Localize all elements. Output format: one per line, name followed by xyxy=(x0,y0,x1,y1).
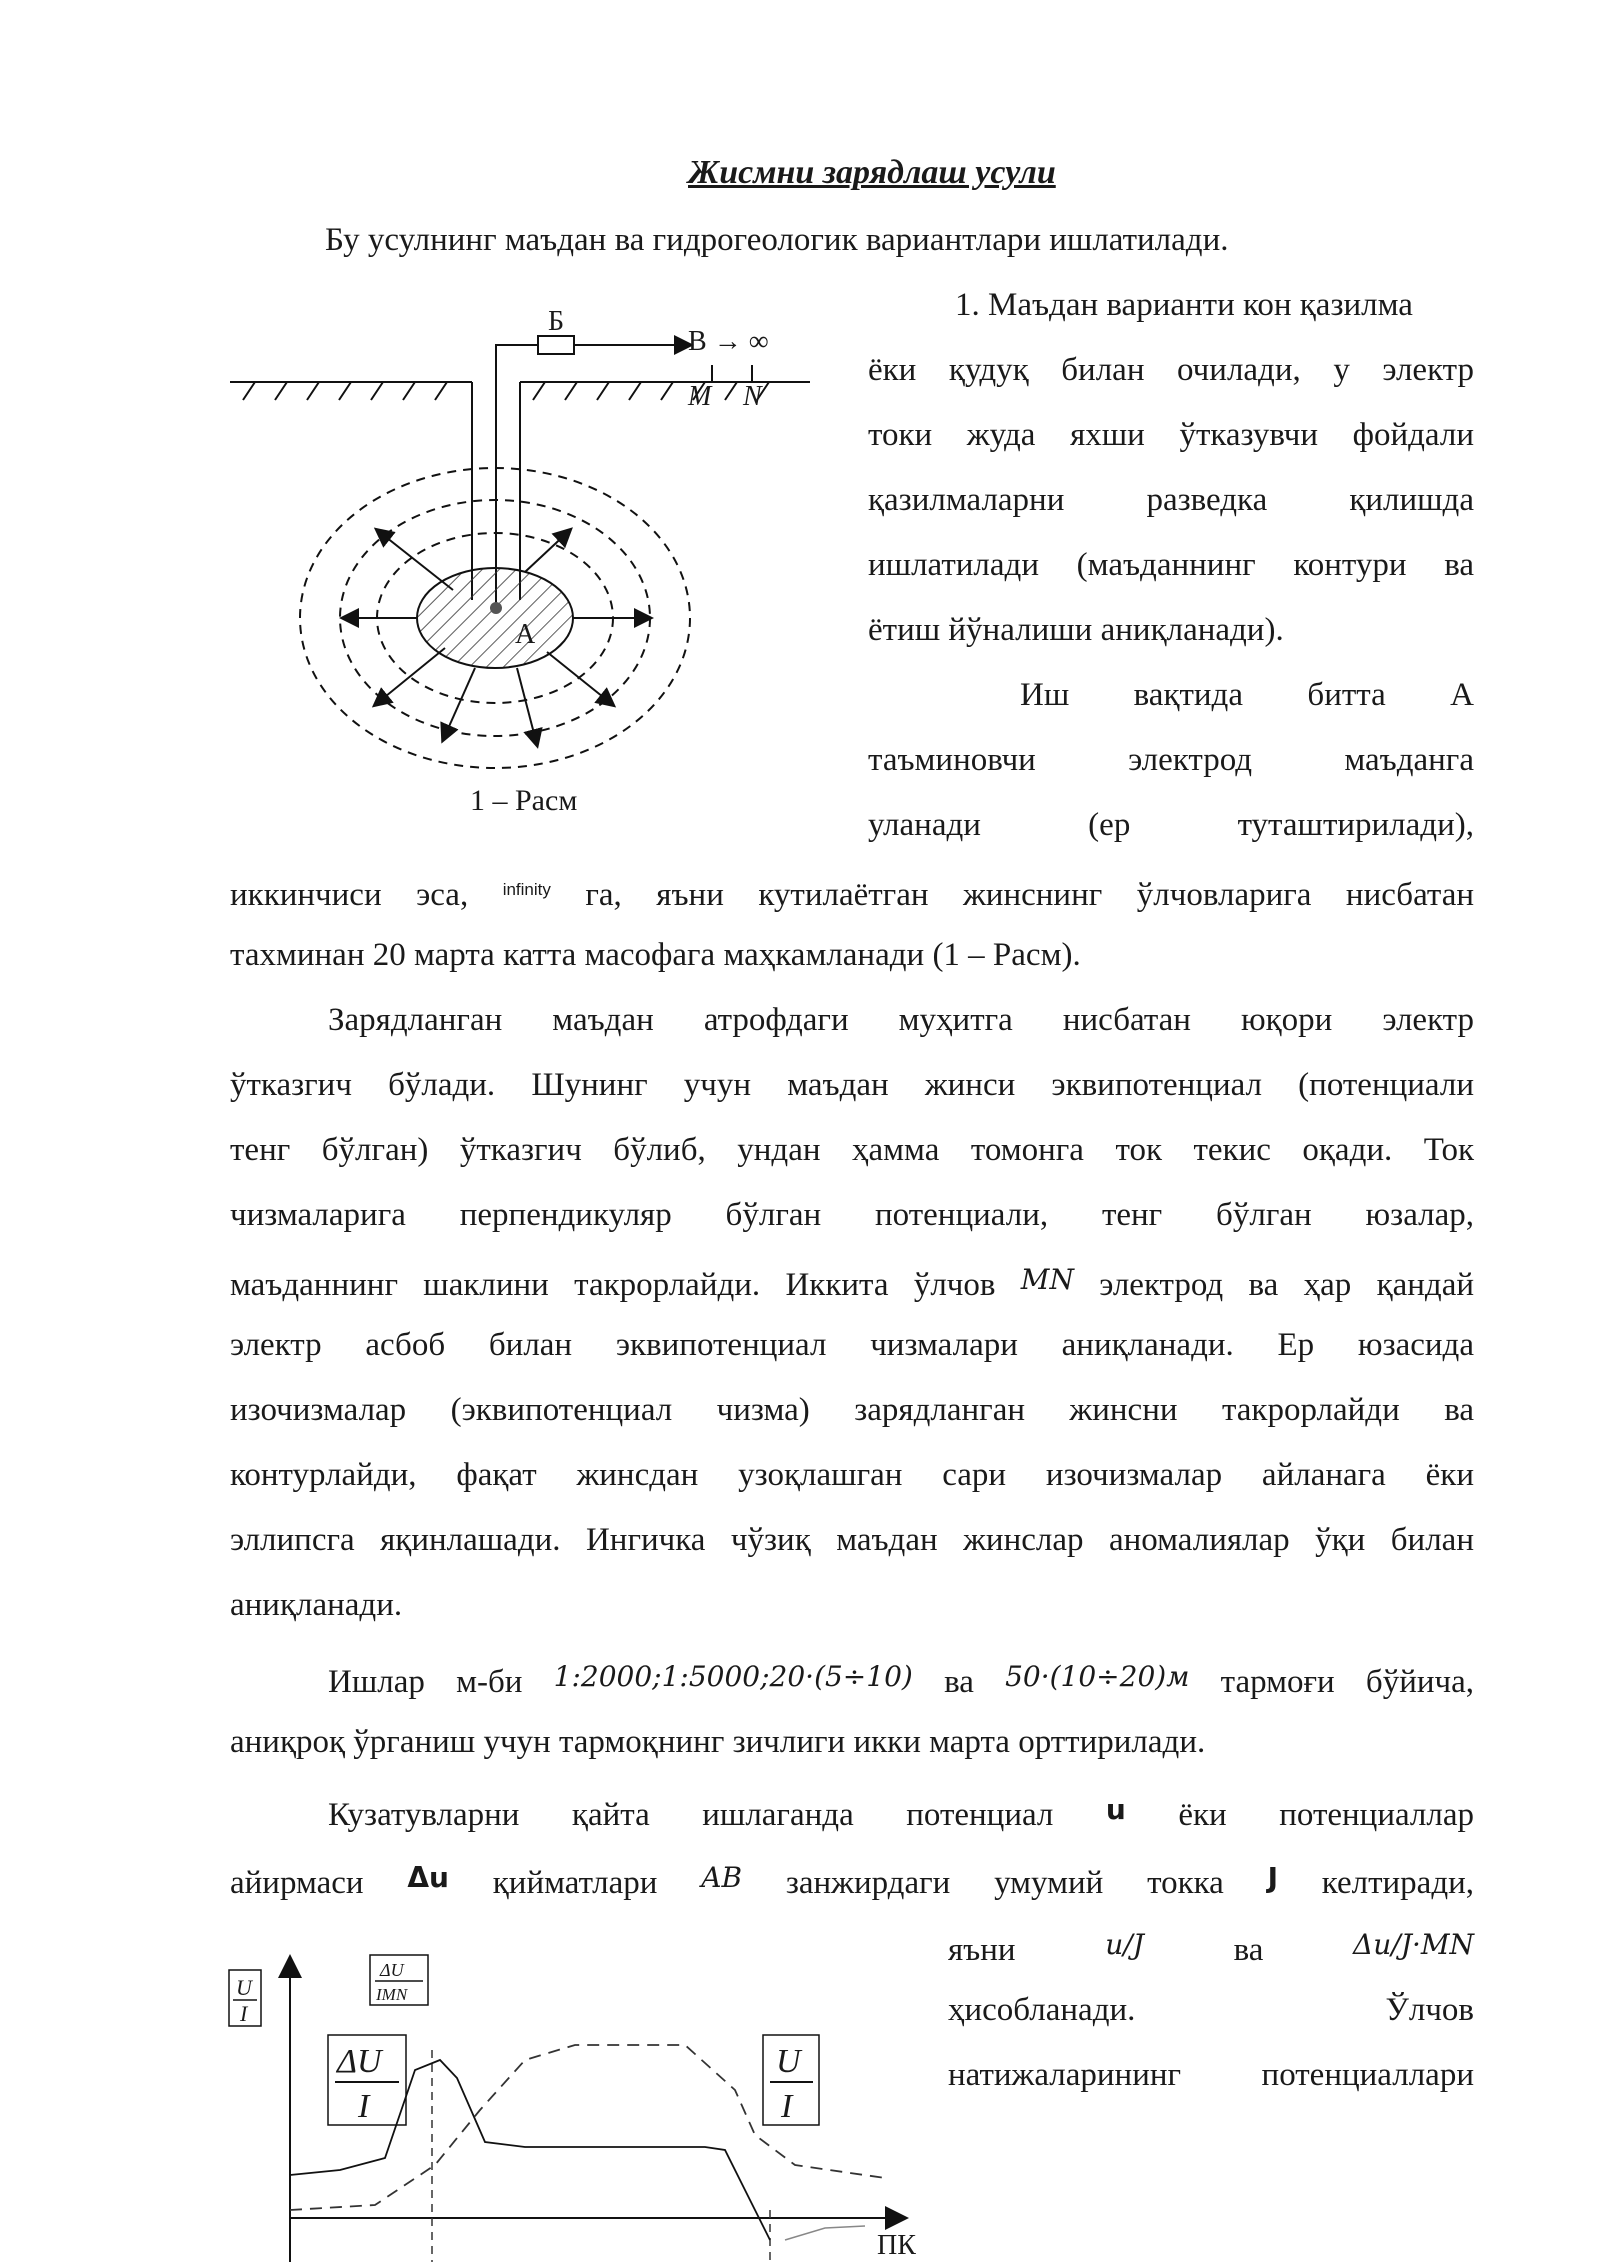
para3-line5: маъданнинг шаклини такрорлайди. Иккита ўлчов MN электрод ва ҳар қандай xyxy=(230,1263,1475,1303)
label-b: Б xyxy=(548,306,565,337)
para2-line5: тахминан 20 марта катта масофага маҳкамланади (1 – Расм). xyxy=(230,937,1081,973)
label-m: M xyxy=(688,381,712,412)
para1-line1: 1. Маъдан варианти кон қазилма xyxy=(955,287,1413,323)
para5-line3: яъни u/J ва Δu/J·MN xyxy=(948,1928,1475,1968)
label-n: N xyxy=(743,381,762,412)
electrode-a-point xyxy=(490,602,502,614)
svg-text:ΔU: ΔU xyxy=(380,1960,404,1980)
ratio-du-jmn: Δu/J·MN xyxy=(1353,1928,1475,1961)
para3-line8: контурлайди, фақат жинсдан узоқлашган сари изочизмалар айланага ёки xyxy=(230,1457,1474,1493)
para5-line2: айирмаси Δu қийматлари AB занжирдаги умумий токка J келтиради, xyxy=(230,1861,1475,1901)
figure-1-diagram xyxy=(225,300,825,840)
para5-line5: натижаларининг потенциаллари xyxy=(948,2057,1474,2093)
para5-line1: Кузатувларни қайта ишлаганда потенциал u ёки потенциаллар xyxy=(328,1793,1475,1833)
svg-text:IMN: IMN xyxy=(376,1985,408,2004)
para4-line2: аниқроқ ўрганиш учун тармоқнинг зичлиги икки марта орттирилади. xyxy=(230,1724,1206,1760)
para1-line5: ишлатилади (маъданнинг контури ва xyxy=(868,547,1474,583)
symbol-u: u xyxy=(1105,1793,1126,1826)
svg-text:U: U xyxy=(776,2043,801,2080)
page-title: Жисмни зарядлаш усули xyxy=(688,154,1056,191)
para3-line3: тенг бўлган) ўтказгич бўлиб, ундан ҳамма томонга ток текис оқади. Ток xyxy=(230,1132,1474,1168)
para1-line6: ётиш йўналиши аниқланади). xyxy=(868,612,1284,648)
para4-line1: Ишлар м-би 1:2000;1:5000;20·(5÷10) ва 50·(10÷20)м тармоғи бўйича, xyxy=(328,1660,1475,1700)
para3-line7: изочизмалар (эквипотенциал чизма) зарядланган жинсни такрорлайди ва xyxy=(230,1392,1474,1428)
grid-formula: 50·(10÷20)м xyxy=(1005,1660,1190,1693)
para1-line3: токи жуда яхши ўтказувчи фойдали xyxy=(868,417,1474,453)
svg-text:ΔU: ΔU xyxy=(337,2043,382,2080)
scale-formula: 1:2000;1:5000;20·(5÷10) xyxy=(553,1660,913,1693)
ratio-u-j: u/J xyxy=(1105,1928,1144,1961)
para3-line1: Зарядланган маъдан атрофдаги муҳитга нисбатан юқори электр xyxy=(328,1002,1474,1038)
para1-line4: қазилмаларни разведка қилишда xyxy=(868,482,1474,518)
symbol-j: J xyxy=(1267,1861,1278,1894)
para3-line10: аниқланади. xyxy=(230,1587,403,1623)
symbol-ab: AB xyxy=(701,1861,743,1894)
resistor-b xyxy=(538,336,574,354)
label-a: А xyxy=(515,619,536,650)
para2-line2: таъминовчи электрод маъданга xyxy=(868,742,1474,778)
para2-line3: уланади (ер туташтирилади), xyxy=(868,807,1474,843)
para2-line1: Иш вақтида битта А xyxy=(1020,677,1474,713)
para2-line4: иккинчиси эса, $^{infinity}$ га, яъни кутилаётган жинснинг ўлчовларига нисбатан xyxy=(230,877,1474,913)
symbol-delta-u: Δu xyxy=(407,1861,449,1894)
intro-paragraph: Бу усулнинг маъдан ва гидрогеологик вариантлари ишлатилади. xyxy=(325,222,1229,258)
para3-line6: электр асбоб билан эквипотенциал чизмалари аниқланади. Ер юзасида xyxy=(230,1327,1474,1363)
svg-text:I: I xyxy=(781,2088,793,2125)
x-axis-label: ПК xyxy=(877,2230,916,2261)
symbol-mn: MN xyxy=(1020,1263,1074,1296)
para3-line9: эллипсга яқинлашади. Ингичка чўзиқ маъдан жинслар аномалиялар ўқи билан xyxy=(230,1522,1474,1558)
potential-tail xyxy=(785,2226,865,2240)
svg-text:I: I xyxy=(240,2001,248,2026)
label-v-infinity: В → ∞ xyxy=(688,326,769,357)
svg-text:I: I xyxy=(358,2088,370,2125)
svg-text:U: U xyxy=(236,1975,252,2000)
para3-line2: ўтказгич бўлади. Шунинг учун маъдан жинси эквипотенциал (потенциали xyxy=(230,1067,1474,1103)
figure-2-profile xyxy=(225,1950,925,2262)
figure-1-caption: 1 – Расм xyxy=(470,784,578,817)
para5-line4: ҳисобланади. Ўлчов xyxy=(948,1992,1474,2028)
para3-line4: чизмаларига перпендикуляр бўлган потенциали, тенг бўлган юзалар, xyxy=(230,1197,1474,1233)
para1-line2: ёки қудуқ билан очилади, у электр xyxy=(868,352,1474,388)
infinity-placeholder: infinity xyxy=(502,880,551,899)
